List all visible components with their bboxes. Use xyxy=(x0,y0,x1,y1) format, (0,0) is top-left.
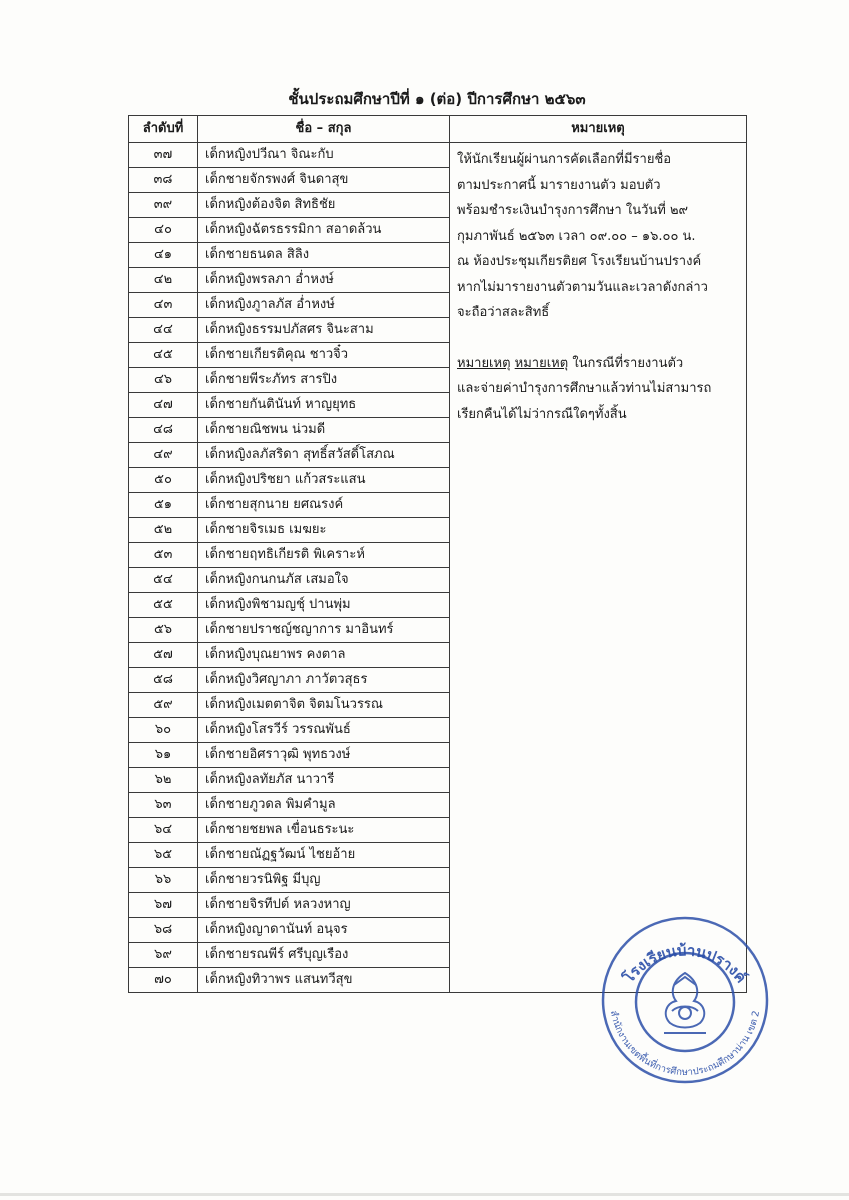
student-number: ๖๑ xyxy=(129,743,198,768)
student-name: เด็กหญิงกนกนภัส เสมอใจ xyxy=(198,568,450,593)
remark-cell xyxy=(450,143,747,993)
student-number: ๔๔ xyxy=(129,318,198,343)
student-name: เด็กหญิงบุณยาพร คงตาล xyxy=(198,643,450,668)
school-seal xyxy=(600,915,770,1085)
note-text: ในกรณีที่รายงานตัว xyxy=(572,355,684,371)
remark-notice-line: กุมภาพันธ์ ๒๕๖๓ เวลา ๐๙.๐๐ – ๑๖.๐๐ น. xyxy=(457,228,696,244)
student-number: ๔๘ xyxy=(129,418,198,443)
student-number: ๔๐ xyxy=(129,218,198,243)
student-number: ๕๘ xyxy=(129,668,198,693)
student-number: ๔๙ xyxy=(129,443,198,468)
student-name: เด็กหญิงวิศญาภา ภาวัตวสุธร xyxy=(198,668,450,693)
student-number: ๖๒ xyxy=(129,768,198,793)
student-name: เด็กหญิงต้องจิต สิทธิชัย xyxy=(198,193,450,218)
student-number: ๖๖ xyxy=(129,868,198,893)
student-name: เด็กชายพีระภัทร สารปิง xyxy=(198,368,450,393)
column-header-name: ชื่อ – สกุล xyxy=(198,116,450,143)
student-number: ๔๕ xyxy=(129,343,198,368)
student-name: เด็กหญิงพรลภา อ่ำหงษ์ xyxy=(198,268,450,293)
remark-notice-line: พร้อมชำระเงินบำรุงการศึกษา ในวันที่ ๒๙ xyxy=(457,203,689,218)
student-number: ๕๙ xyxy=(129,693,198,718)
student-number: ๕๐ xyxy=(129,468,198,493)
student-number: ๕๒ xyxy=(129,518,198,543)
remark-note-first-line xyxy=(457,351,740,377)
student-name: เด็กหญิงเมตตาจิต จิตมโนวรรณ xyxy=(198,693,450,718)
student-roster-table xyxy=(128,115,747,993)
student-name: เด็กชายอิศราวุฒิ พุทธวงษ์ xyxy=(198,743,450,768)
remark-note-line: เรียกคืนได้ไม่ว่ากรณีใดๆทั้งสิ้น xyxy=(457,406,627,422)
student-number: ๗๐ xyxy=(129,968,198,993)
student-name: เด็กหญิงปวีณา จิณะกับ xyxy=(198,143,450,168)
note-label: หมายเหตุ xyxy=(514,355,569,371)
remark-notice-line: ณ ห้องประชุมเกียรติยศ โรงเรียนบ้านปรางค์ xyxy=(457,254,702,269)
student-name: เด็กชายรณพีร์ ศรีบุญเรือง xyxy=(198,943,450,968)
student-number: ๔๗ xyxy=(129,393,198,418)
student-number: ๖๓ xyxy=(129,793,198,818)
student-name: เด็กชายธนดล สิลิง xyxy=(198,243,450,268)
student-name: เด็กชายจิรทีปต์ หลวงหาญ xyxy=(198,893,450,918)
student-name: เด็กชายปราชญ์ชญาการ มาอินทร์ xyxy=(198,618,450,643)
student-number: ๔๒ xyxy=(129,268,198,293)
student-name: เด็กชายภูวดล พิมคำมูล xyxy=(198,793,450,818)
student-name: เด็กหญิงปริชยา แก้วสระแสน xyxy=(198,468,450,493)
student-number: ๖๗ xyxy=(129,893,198,918)
remark-notice-line: จะถือว่าสละสิทธิ์ xyxy=(457,305,550,320)
student-number: ๔๓ xyxy=(129,293,198,318)
seal-bottom-text: สำนักงานเขตพื้นที่การศึกษาประถมศึกษาน่าน เขต 2 xyxy=(607,1009,763,1079)
student-number: ๔๑ xyxy=(129,243,198,268)
student-number: ๓๗ xyxy=(129,143,198,168)
student-name: เด็กหญิงธรรมปภัสศร จินะสาม xyxy=(198,318,450,343)
student-number: ๖๘ xyxy=(129,918,198,943)
student-name: เด็กหญิงทิวาพร แสนทวีสุข xyxy=(198,968,450,993)
student-number: ๔๖ xyxy=(129,368,198,393)
student-name: เด็กชายกันตินันท์ หาญยุทธ xyxy=(198,393,450,418)
student-name: เด็กหญิงฉัตรธรรมิกา สอาดล้วน xyxy=(198,218,450,243)
student-name: เด็กชายจิรเมธ เมฆยะ xyxy=(198,518,450,543)
remark-notice-line: หากไม่มารายงานตัวตามวันและเวลาดังกล่าว xyxy=(457,279,708,295)
remark-note-line: และจ่ายค่าบำรุงการศึกษาแล้วท่านไม่สามารถ xyxy=(457,381,712,396)
seal-emblem-icon xyxy=(664,973,706,1033)
student-number: ๖๔ xyxy=(129,818,198,843)
table-body xyxy=(129,143,747,993)
student-name: เด็กหญิงลภัสริดา สุทธิ์สวัสดิ์โสภณ xyxy=(198,443,450,468)
student-name: เด็กหญิงญาดานันท์ อนุจร xyxy=(198,918,450,943)
student-number: ๕๖ xyxy=(129,618,198,643)
student-number: ๖๕ xyxy=(129,843,198,868)
student-name: เด็กหญิงภูาลภัส อ่ำหงษ์ xyxy=(198,293,450,318)
student-number: ๕๓ xyxy=(129,543,198,568)
svg-text:โรงเรียนบ้านปรางค์ xyxy=(618,941,750,987)
note-label: หมายเหตุ xyxy=(457,355,511,371)
student-name: เด็กชายณิชพน น่วมดี xyxy=(198,418,450,443)
remark-notice-line: ให้นักเรียนผู้ผ่านการคัดเลือกที่มีรายชื่อ xyxy=(457,152,672,167)
student-name: เด็กหญิงพิชามญชุ์ ปานพุ่ม xyxy=(198,593,450,618)
student-name: เด็กชายจักรพงศ์ จินดาสุข xyxy=(198,168,450,193)
column-header-remark: หมายเหตุ xyxy=(450,116,747,143)
student-number: ๓๙ xyxy=(129,193,198,218)
table-row xyxy=(129,143,747,168)
student-number: ๖๐ xyxy=(129,718,198,743)
student-name: เด็กชายณัฏฐวัฒน์ ไชยอ้าย xyxy=(198,843,450,868)
seal-top-text: โรงเรียนบ้านปรางค์ xyxy=(619,941,751,987)
student-number: ๕๕ xyxy=(129,593,198,618)
student-name: เด็กหญิงโสรวีร์ วรรณพันธ์ xyxy=(198,718,450,743)
page-bottom-rule xyxy=(0,1193,849,1196)
student-number: ๕๗ xyxy=(129,643,198,668)
remark-spacer xyxy=(457,326,740,351)
remark-notice-line: ตามประกาศนี้ มารายงานตัว มอบตัว xyxy=(457,177,661,193)
student-number: ๕๑ xyxy=(129,493,198,518)
student-name: เด็กชายสุกนาย ยศณรงค์ xyxy=(198,493,450,518)
student-name: เด็กชายวรนิพิฐ มีบุญ xyxy=(198,868,450,893)
student-name: เด็กชายฤทธิเกียรติ พิเคราะห์ xyxy=(198,543,450,568)
student-name: เด็กชายชยพล เขื่อนธระนะ xyxy=(198,818,450,843)
student-name: เด็กชายเกียรติคุณ ชาวจิ๋ว xyxy=(198,343,450,368)
student-number: ๕๔ xyxy=(129,568,198,593)
student-number: ๓๘ xyxy=(129,168,198,193)
page-title: ชั้นประถมศึกษาปีที่ ๑ (ต่อ) ปีการศึกษา ๒๕๖๓ xyxy=(288,90,586,108)
table-header-row xyxy=(129,116,747,143)
student-name: เด็กหญิงลทัยภัส นาวารี xyxy=(198,768,450,793)
column-header-no: ลำดับที่ xyxy=(129,116,198,143)
student-number: ๖๙ xyxy=(129,943,198,968)
